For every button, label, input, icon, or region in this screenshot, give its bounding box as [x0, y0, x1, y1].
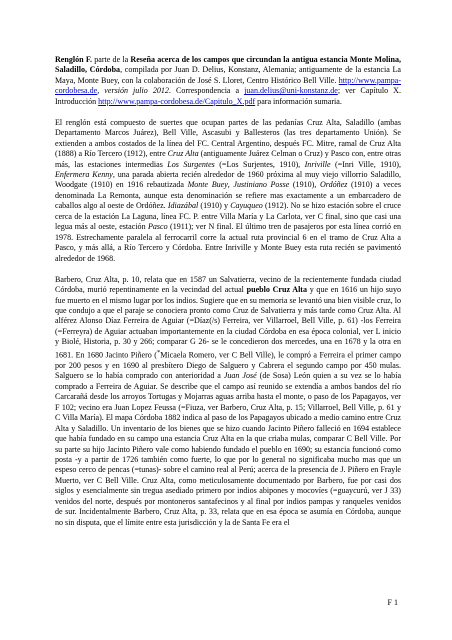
intro-text: . Correspondencia a [168, 86, 245, 96]
place-name: pueblo Cruz Alta [246, 285, 308, 295]
paragraph-text: (=Inri Ville, 1910), [330, 159, 401, 169]
paragraph-text: (=Los Surjentes, 1910), [214, 159, 305, 169]
paragraph-text: (de Sosa) León quien a su vez se lo había comprado a Ferreira de Aguiar. Se describe que el campo así reunido se extendía a ambos bandos del río Carcarañá desde los arroyos Tortugas y Mojarras aguas arriba hasta el monte, o paso de los Papagayos, ver F 102; vecino era Juan Lopez Feussa (=Fiuza, ver Barbero, Cruz Alta, p. 15; Villarroel, Bell Ville, p. 61 y C Villa María). El mapa Córdoba 1882 indica al paso de los Papagayos ubicado a medio camino entre Cruz Alta y Saladillo. Un inventario de los bienes que se hizo cuando Jacinto Piñero falleció en 1694 establece que había fundado en su campo una estancia Cruz Alta en la que criaba mulas, comparar C Bell Ville. Por su parte su hijo Jacinto Piñero vale como habiendo fundado el pueblo en 1690; su estancia funcionó como posta -y a partir de 1726 también como fuerte, lo que por lo general no significaba mucho mas que un espeso cerco de pencas (=tunas)- sobre el camino real al Perú; acerca de la presencia de J. Piñero en Frayle Muerto, ver C Bell Ville. Cruz Alta, como meticulosamente documentado por Barbero, fue por casi dos siglos y esencialmente sin tregua asediado primero por indios abipones y mocovíes (=guaycurú, ver J 33) venidos del norte, después por montoneros santafecinos y al final por indios pampas y ranqueles venidos de sur. Incidentalmente Barbero, Cruz Alta, p. 33, relata que en esa época se asumía en Córdoba, aunque no sin disputa, que el límite entre esta jurisdicción y la de Santa Fe era el [55, 371, 402, 527]
paragraph-text: El renglón está compuesto de suertes que ocupan partes de las pedanías Cruz Alta, Saladillo (ambas Departamento Marcos Juárez), Bell Ville, Ascasubi y Ballesteros (las tres departamento Unión). Se extienden a ambos costados de la línea del FC. Central Argentino, después FC. Mitre, ramal de Cruz Alta (1888) a Río Tercero (1912), entre [55, 117, 401, 159]
person-name: Juan José [223, 371, 257, 381]
paragraph-text: (1910) y [198, 201, 231, 211]
intro-text: para información sumaria. [255, 96, 342, 106]
email-link[interactable]: juan.delius@uni-konstanz.de [244, 86, 338, 96]
paragraph-text: y que en 1616 un hijo suyo fue muerto en el mismo lugar por los indios. Sugiere que en su memoria se levantó una bien visible cruz, lo que condujo a que el paraje se conociera pronto como Cruz de Salvatierra y más tarde como Cruz Alta. Al alférez Alonso Díaz Ferreira de Aguiar (=Díaz(/s) Ferreira, ver Villarroel, Bell Ville, p. 61) -los Ferreira (=Ferreyra) de Aguiar actuaban importantemente en la ciudad Córdoba en esa época colonial, ver L inicio y Biolé, Historia, p. 30 y 266; comparar G 26- se le concedieron dos mercedes, una en 1678 y la otra en 1681. En 1680 Jacinto Piñero ( [55, 285, 402, 360]
station-name: Ordóñez [319, 180, 348, 190]
history-paragraph [55, 275, 401, 529]
paragraph-text: , una parada abierta recién alrededor de 1960 próxima al muy viejo villorrio Saladillo, Woodgate (1910) en 1916 rebautizada [55, 170, 401, 190]
document-body [55, 55, 401, 528]
paragraph-text: Micaela Romero, ver C Bell Ville), le compró a Ferreira el primer campo por 200 pesos y en 1690 al presbítero Diego de Salguero y Cabrera el segundo campo por 450 mulas. Salguero se lo había comprado con anterioridad a [55, 350, 401, 381]
station-name: Monte Buey [187, 180, 228, 190]
paragraph-text: (antiguamente Juárez Celman o Cruz) y Pasco con, entre otras más, las estaciones intermedias [55, 149, 401, 169]
station-name: Idiazábal [167, 201, 199, 211]
website-link[interactable]: http://www.pampa-cordobesa.de [55, 75, 401, 96]
paragraph-text: (1910) a veces denominada La Remonta, aunque esta denominación se refiere mas exactamente a un embarcadero de caballos algo al oeste de Ordóñez. [55, 180, 402, 211]
paragraph-text: , [227, 180, 234, 190]
station-name: Los Surgentes [167, 159, 215, 169]
page-number: F 1 [387, 598, 398, 607]
article-title: Reseña acerca de los campos que circundan la antigua estancia Monte Molina, Saladillo, Córdoba [55, 55, 402, 75]
railway-paragraph [55, 118, 401, 264]
intro-text: , compilada por Juan D. Delius, Konstanz, Alemania; antiguamente de la estancia La Maya, Monte Buey, con la colaboración de José S. Lloret, Centro Histórico Bell Ville. [55, 65, 401, 85]
station-name: Pasco [147, 222, 168, 232]
paragraph-text: (1911); ver N final. El último tren de pasajeros por esta línea corrió en 1978. Estrechamente paralela al ferrocarril corre la actual ruta provincial 6 en el tramo de Cruz Alta a Pasco, y más allá, a Río Tercero y Córdoba. Entre Inriville y Monte Buey esta ruta recién se pavimentó alrededor de 1968. [55, 222, 402, 263]
station-name: Cruz Alta [167, 149, 199, 159]
paragraph-text: Barbero, Cruz Alta, p. 10, relata que en 1587 un Salvatierra, vecino de la recientemente fundada ciudad Córdoba, murió repentinamente en la vecindad del actual [55, 274, 401, 295]
station-name: Enfermera Kenny [55, 170, 113, 180]
station-name: Justiniano Posse [233, 180, 290, 190]
intro-text: ; ver Capítulo X. Introducción [55, 86, 402, 106]
chapter-x-link[interactable]: http://www.pampa-cordobesa.de/Capitulo_X.pdf [98, 96, 256, 106]
intro-paragraph [55, 55, 401, 107]
intro-text: , [97, 86, 105, 96]
station-name: Inriville [304, 159, 331, 169]
marriage-mark: * [156, 348, 161, 356]
paragraph-text: (1910), [289, 180, 320, 190]
renglon-label: Renglón F. [55, 55, 93, 64]
station-name: Cayuqueo [230, 201, 263, 211]
intro-text: parte de la [92, 55, 131, 64]
version-label: versión julio 2012 [104, 86, 169, 96]
paragraph-text: (1912). No se hizo estación sobre el cruce cerca de la estación La Laguna, línea FC. P. entre Villa María y La Carlota, ver C final, sino que casi una legua más al oeste, estación [55, 201, 401, 232]
